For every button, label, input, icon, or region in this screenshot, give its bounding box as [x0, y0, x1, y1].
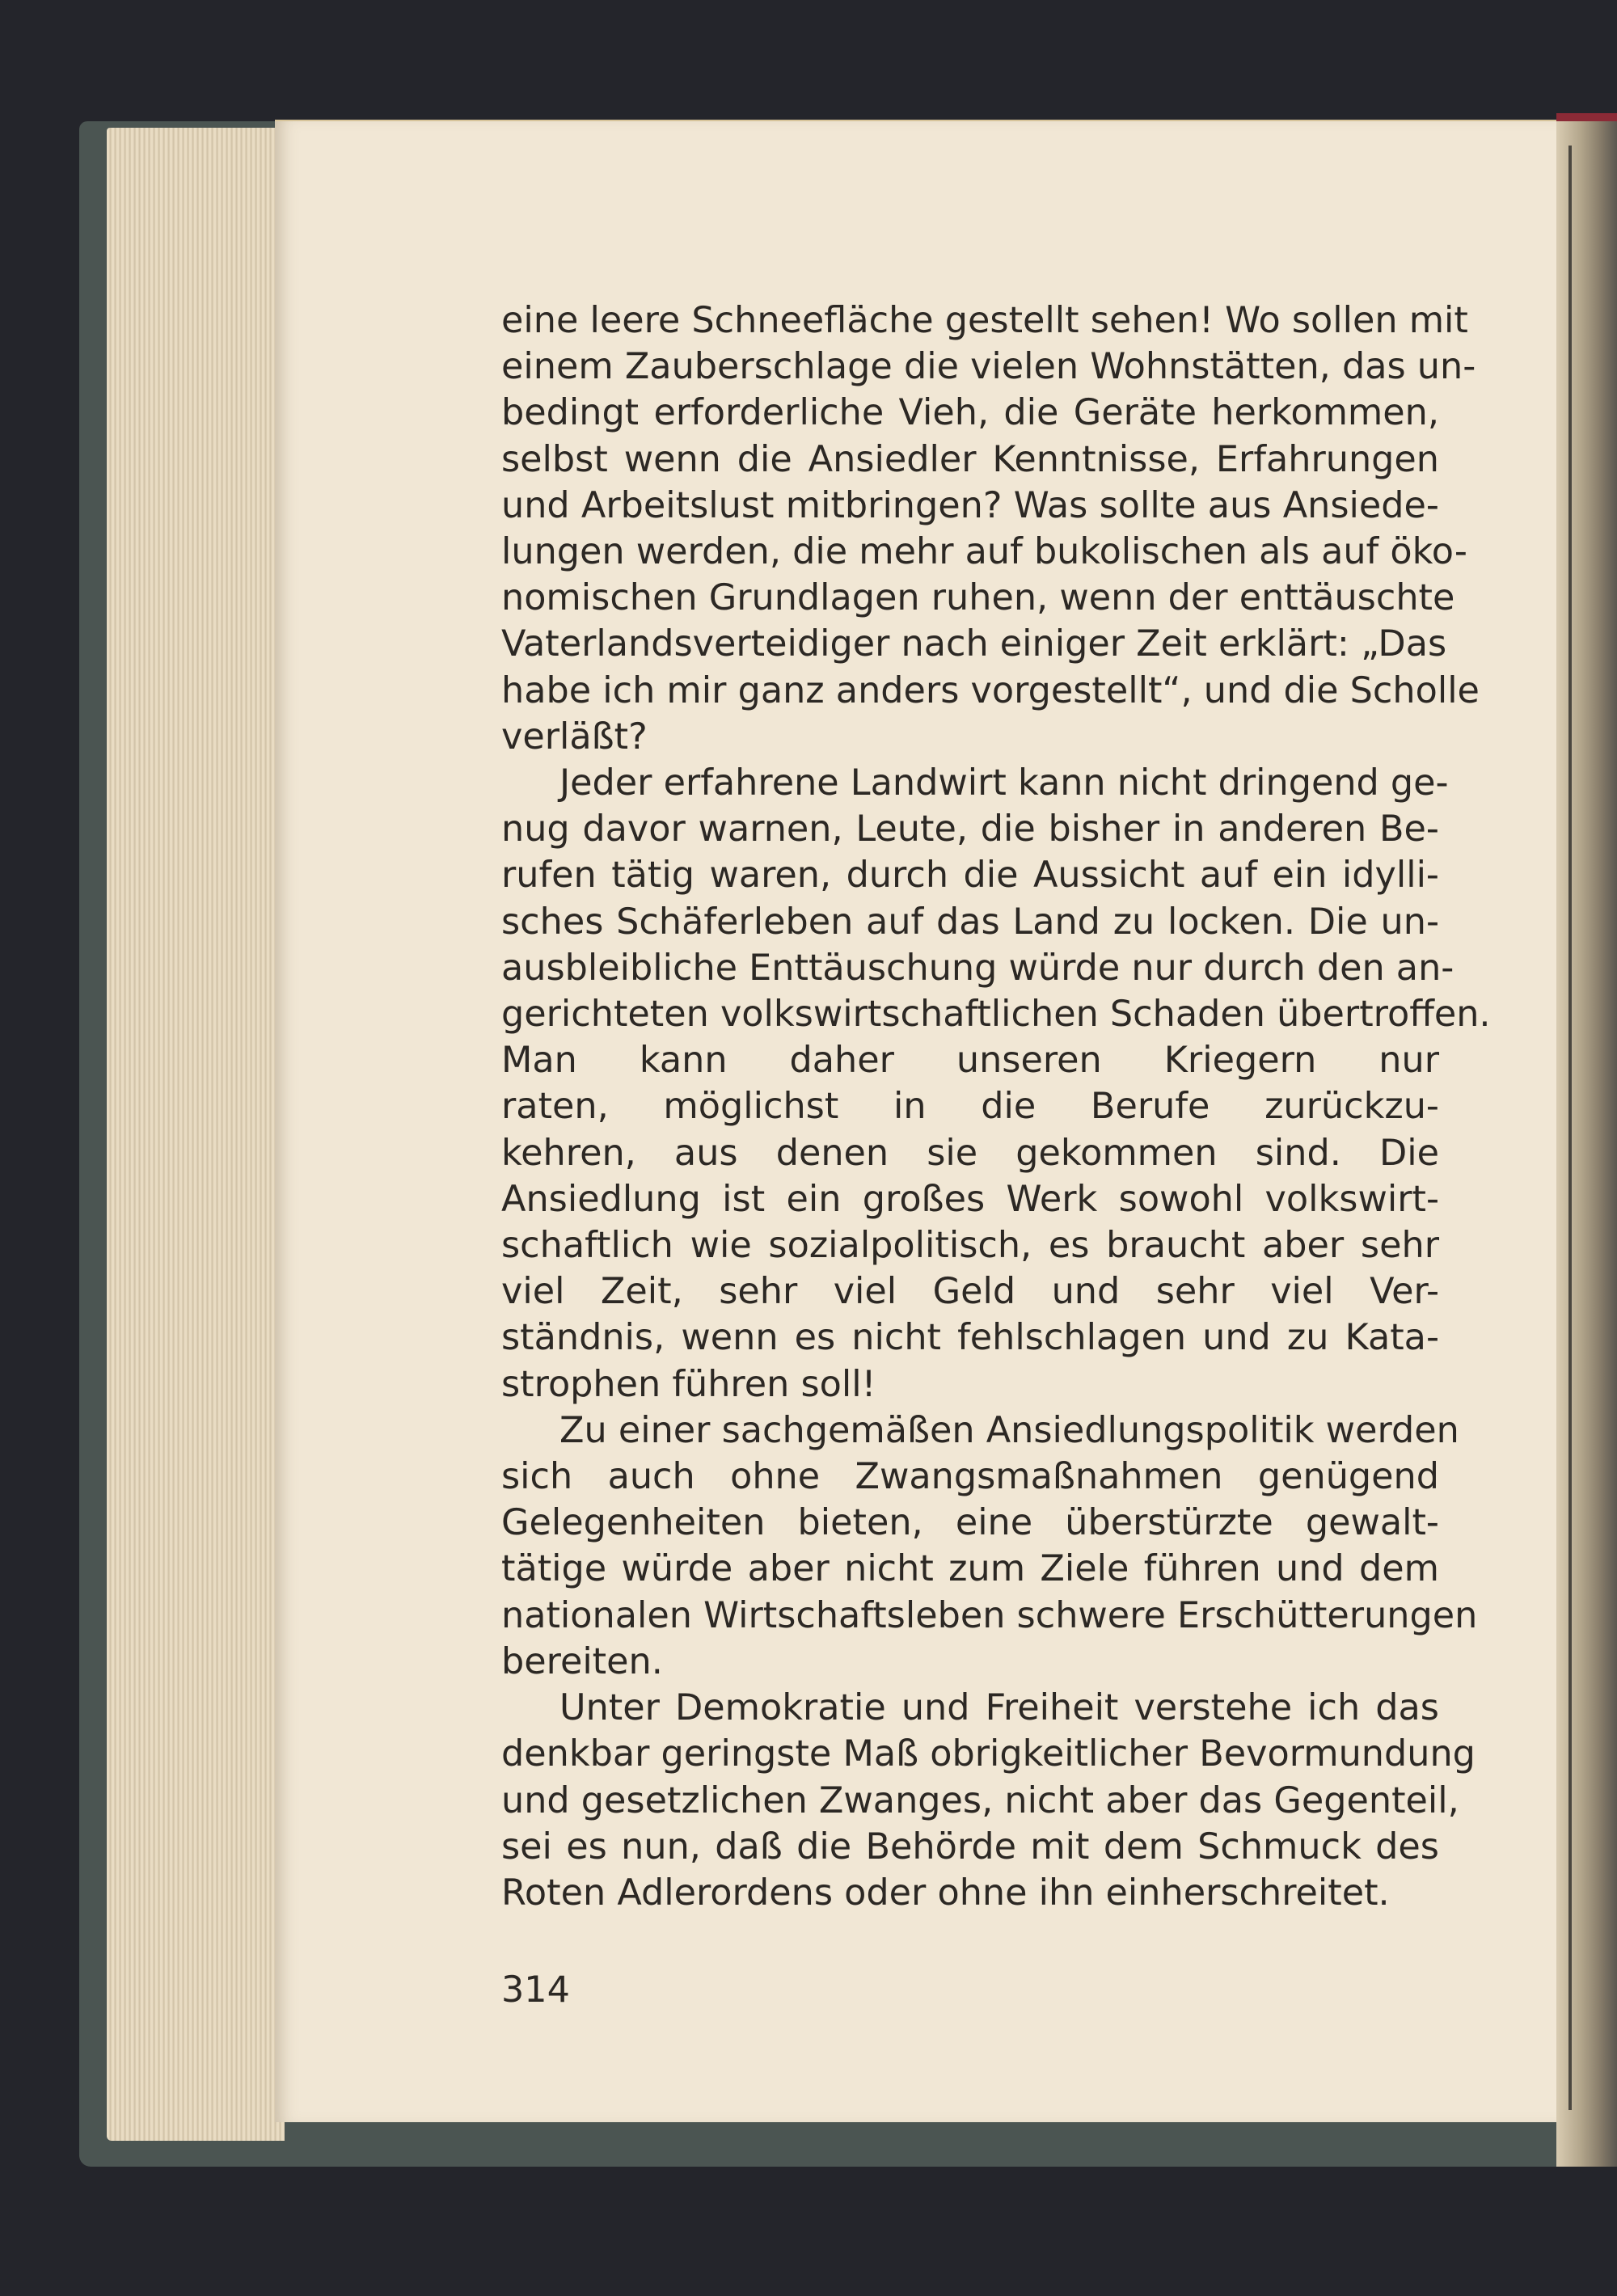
page-edges-stack — [107, 128, 285, 2141]
text-line: ausbleibliche Enttäuschung würde nur durch den an- — [501, 947, 1454, 989]
text-line: sich auch ohne Zwangsmaßnahmen genügend — [501, 1456, 1439, 1498]
gutter-shadow-line — [1568, 146, 1572, 2110]
text-line: denkbar geringste Maß obrigkeitlicher Bevormundung — [501, 1733, 1476, 1775]
text-line: bedingt erforderliche Vieh, die Geräte herkommen, — [501, 392, 1439, 434]
text-line: gerichteten volkswirtschaftlichen Schaden übertroffen. — [501, 994, 1491, 1036]
text-line: kehren, aus denen sie gekommen sind. Die — [501, 1132, 1439, 1174]
text-line: Unter Demokratie und Freiheit verstehe ich das — [559, 1687, 1439, 1729]
text-line: nationalen Wirtschaftsleben schwere Erschütterungen — [501, 1594, 1478, 1636]
text-line: nomischen Grundlagen ruhen, wenn der enttäuschte — [501, 577, 1455, 619]
page-body-text — [501, 298, 1491, 1916]
text-line: strophen führen soll! — [501, 1363, 876, 1405]
text-line: und Arbeitslust mitbringen? Was sollte aus Ansiede- — [501, 484, 1439, 526]
text-line: einem Zauberschlage die vielen Wohnstätten, das un- — [501, 346, 1476, 388]
text-line: Jeder erfahrene Landwirt kann nicht dringend ge- — [559, 762, 1449, 804]
text-line: rufen tätig waren, durch die Aussicht auf ein idylli- — [501, 855, 1439, 897]
text-line: ständnis, wenn es nicht fehlschlagen und zu Kata- — [501, 1317, 1439, 1359]
book-gutter — [1556, 121, 1617, 2167]
text-line: Ansiedlung ist ein großes Werk sowohl volkswirt- — [501, 1178, 1439, 1220]
text-line: raten, möglichst in die Berufe zurückzu- — [501, 1086, 1439, 1128]
text-line: Man kann daher unseren Kriegern nur — [501, 1040, 1439, 1082]
text-line: lungen werden, die mehr auf bukolischen als auf öko- — [501, 531, 1467, 573]
text-line: nug davor warnen, Leute, die bisher in anderen Be- — [501, 808, 1439, 850]
text-line: tätige würde aber nicht zum Ziele führen und dem — [501, 1548, 1439, 1590]
text-line: habe ich mir ganz anders vorgestellt“, und die Scholle — [501, 669, 1480, 711]
page-number: 314 — [501, 1969, 570, 2011]
text-line: viel Zeit, sehr viel Geld und sehr viel Ver- — [501, 1271, 1439, 1313]
text-line: bereiten. — [501, 1640, 663, 1682]
text-line: Roten Adlerordens oder ohne ihn einherschreitet. — [501, 1872, 1390, 1914]
text-line: Gelegenheiten bieten, eine überstürzte gewalt- — [501, 1502, 1439, 1544]
text-line: und gesetzlichen Zwanges, nicht aber das Gegenteil, — [501, 1779, 1459, 1821]
text-line: verläßt? — [501, 715, 648, 758]
text-line: sei es nun, daß die Behörde mit dem Schmuck des — [501, 1825, 1439, 1868]
text-line: Vaterlandsverteidiger nach einiger Zeit erklärt: „Das — [501, 623, 1447, 665]
text-line: eine leere Schneefläche gestellt sehen! Wo sollen mit — [501, 300, 1468, 341]
text-line: selbst wenn die Ansiedler Kenntnisse, Erfahrungen — [501, 438, 1439, 480]
text-line: Zu einer sachgemäßen Ansiedlungspolitik werden — [559, 1409, 1459, 1451]
text-line: sches Schäferleben auf das Land zu locken. Die un- — [501, 901, 1439, 943]
text-line: schaftlich wie sozialpolitisch, es braucht aber sehr — [501, 1225, 1439, 1267]
